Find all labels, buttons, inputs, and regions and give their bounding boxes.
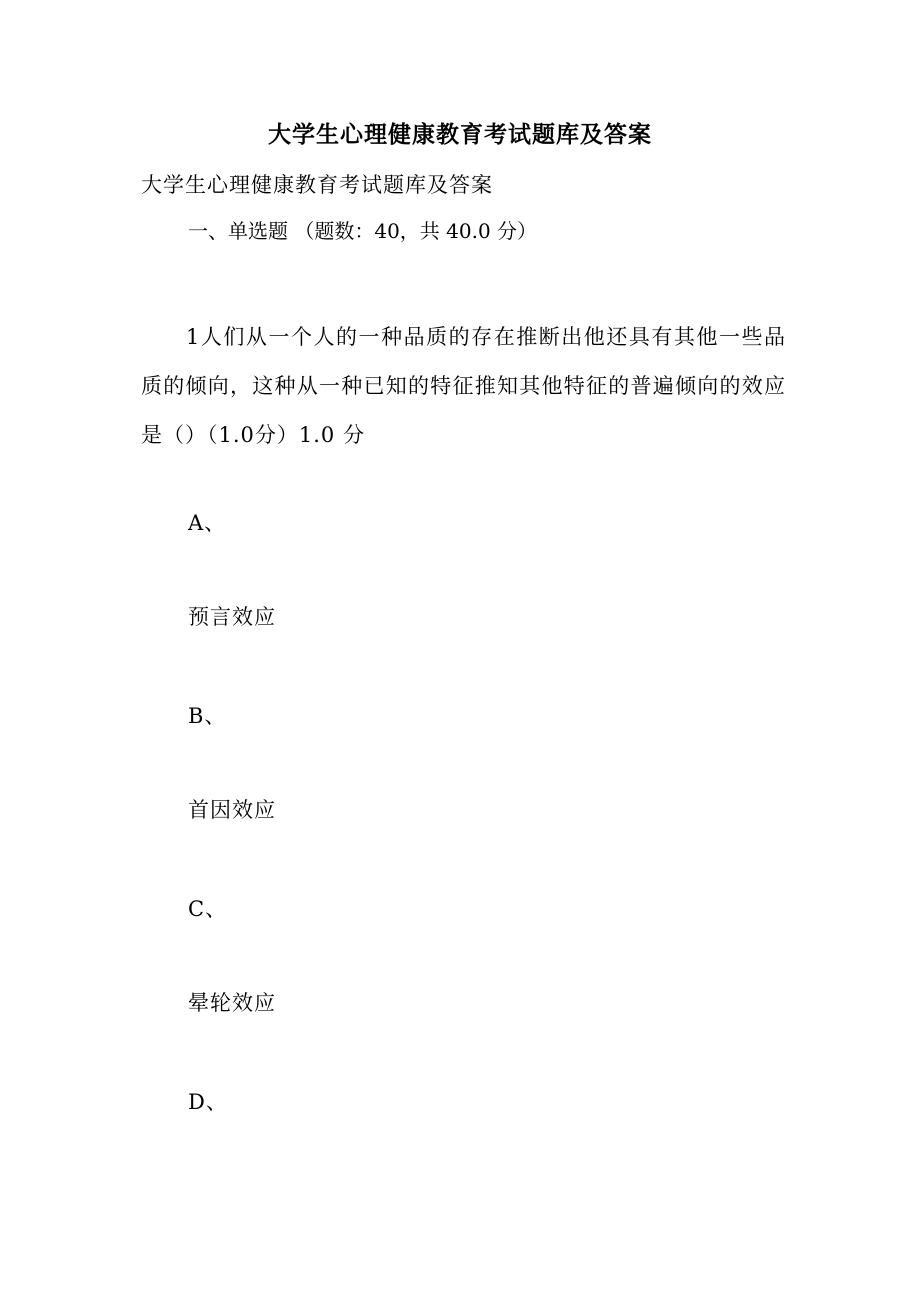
option-a-label: A、: [188, 511, 227, 535]
document-subtitle: 大学生心理健康教育考试题库及答案: [141, 173, 493, 197]
section-heading: 一、单选题 （题数：40，共 40.0 分）: [188, 219, 538, 243]
option-b-text: 首因效应: [188, 798, 276, 822]
question-text: 1人们从一个人的一种品质的存在推断出他还具有其他一些品质的倾向，这种从一种已知的特征推知其他特征的普遍倾向的效应是（）（1.0分）1.0 分: [141, 325, 786, 447]
document-title: 大学生心理健康教育考试题库及答案: [268, 121, 652, 148]
option-d-label: D、: [188, 1090, 228, 1114]
option-a-text: 预言效应: [188, 605, 276, 629]
option-b-label: B、: [188, 704, 227, 728]
option-c-text: 晕轮效应: [188, 991, 276, 1015]
option-c-label: C、: [188, 897, 228, 921]
